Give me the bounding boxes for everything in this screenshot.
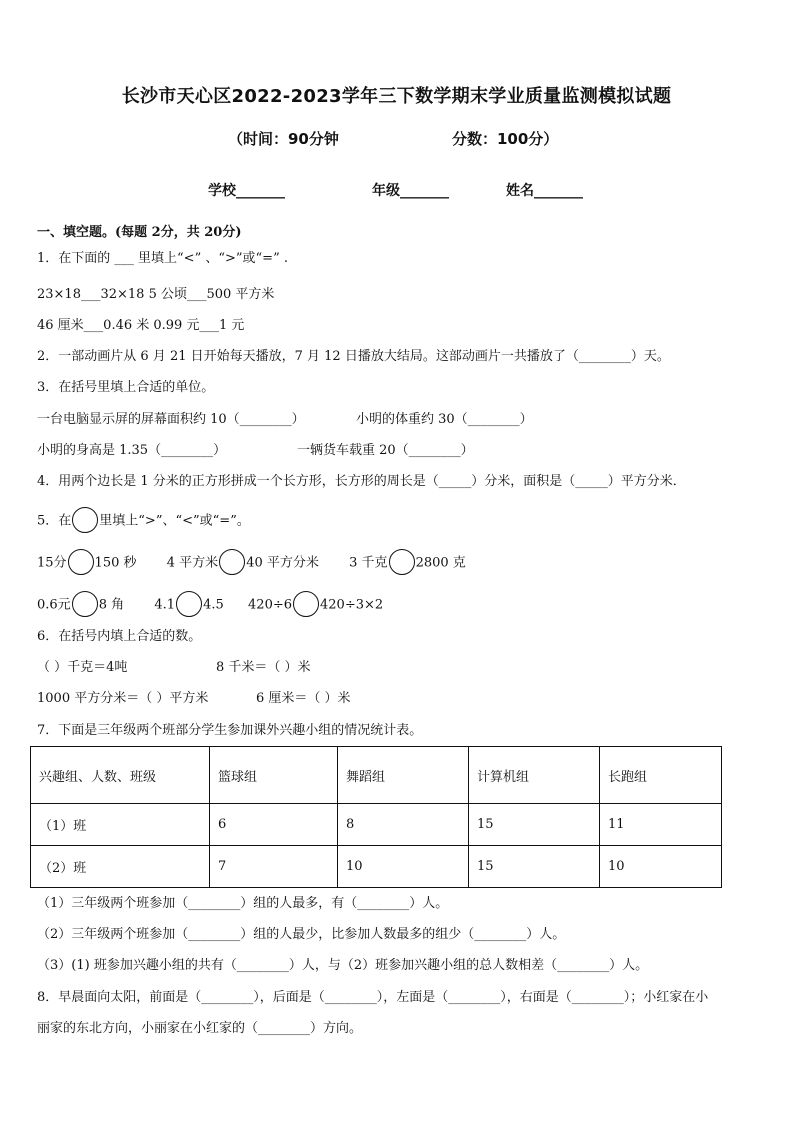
grade-field: 年级_______ (372, 183, 449, 199)
q1-line1: 23×18___32×18 5 公顷___500 平方米 (37, 287, 275, 302)
table-cell: 11 (600, 804, 722, 846)
exam-time: （时间：90分钟 (228, 130, 339, 148)
q2: 2．一部动画片从 6 月 21 日开始每天播放，7 月 12 日播放大结局。这部动画片一共播放了（________）天。 (37, 349, 670, 364)
school-field: 学校_______ (208, 183, 285, 199)
table-cell: 6 (210, 804, 338, 846)
q8-line1: 8．早晨面向太阳，前面是（________），后面是（________），左面是（________），右面是（________）；小红家在小 (37, 990, 709, 1005)
q6-b: 8 千米＝（ ）米 (216, 660, 311, 675)
q5-row2: 0.6元 8 角 4.1 4.5 420÷6 420÷3×2 (37, 592, 383, 618)
q7-sub2: （2）三年级两个班参加（________）组的人最少，比参加人数最多的组少（________）人。 (37, 927, 566, 942)
q4: 4．用两个边长是 1 分米的正方形拼成一个长方形，长方形的周长是（_____）分米，面积是（_____）平方分米． (37, 474, 686, 489)
table-cell: 10 (338, 846, 469, 888)
q3-c: 小明的身高是 1.35（________） (37, 443, 227, 458)
q3-stem: 3．在括号里填上合适的单位。 (37, 380, 215, 395)
q7-sub1: （1）三年级两个班参加（________）组的人最多，有（________）人。 (37, 896, 449, 911)
q8-line2: 丽家的东北方向，小丽家在小红家的（________）方向。 (37, 1021, 363, 1036)
q6-a: （ ）千克＝4吨 (37, 660, 128, 675)
q5-stem: 5．在 里填上“>”、“<”或“=”。 (37, 508, 250, 534)
q7-stem: 7．下面是三年级两个班部分学生参加课外兴趣小组的情况统计表。 (37, 723, 423, 738)
exam-score: 分数：100分） (452, 130, 559, 148)
table-header-cell: 舞蹈组 (338, 747, 469, 804)
q3-d: 一辆货车载重 20（________） (297, 443, 474, 458)
table-row (31, 804, 722, 846)
table-header-cell: 篮球组 (210, 747, 338, 804)
table-cell: 7 (210, 846, 338, 888)
table-cell: 8 (338, 804, 469, 846)
table-cell: 15 (469, 846, 600, 888)
table-row (31, 846, 722, 888)
exam-title: 长沙市天心区2022-2023学年三下数学期末学业质量监测模拟试题 (121, 86, 672, 107)
answer-circle[interactable] (219, 549, 245, 575)
q3-a: 一台电脑显示屏的屏幕面积约 10（________） (37, 412, 305, 427)
answer-circle[interactable] (68, 549, 94, 575)
answer-circle[interactable] (389, 549, 415, 575)
q5-row1: 15分 150 秒 4 平方米 40 平方分米 3 千克 2800 克 (37, 550, 466, 576)
name-field: 姓名_______ (506, 183, 583, 199)
table-header-cell: 长跑组 (600, 747, 722, 804)
table-header-cell: 计算机组 (469, 747, 600, 804)
section-heading: 一、填空题。(每题 2分，共 20分) (37, 225, 242, 240)
answer-circle[interactable] (72, 591, 98, 617)
table-header-row (31, 747, 722, 804)
q6-d: 6 厘米＝（ ）米 (256, 691, 351, 706)
answer-circle[interactable] (293, 591, 319, 617)
table-cell: （2）班 (31, 846, 210, 888)
comparison-circle (72, 507, 98, 533)
q6-stem: 6．在括号内填上合适的数。 (37, 629, 202, 644)
answer-circle[interactable] (176, 591, 202, 617)
table-cell: （1）班 (31, 804, 210, 846)
table-cell: 15 (469, 804, 600, 846)
q6-c: 1000 平方分米＝（ ）平方米 (37, 691, 209, 706)
q3-b: 小明的体重约 30（________） (356, 412, 533, 427)
table-cell: 10 (600, 846, 722, 888)
q1-line2: 46 厘米___0.46 米 0.99 元___1 元 (37, 318, 245, 333)
q1-stem: 1．在下面的 ___ 里填上“<” 、“>”或“=” . (37, 251, 288, 266)
table-header-cell: 兴趣组、人数、班级 (31, 747, 210, 804)
interest-group-table (30, 746, 722, 888)
q7-sub3: （3）(1) 班参加兴趣小组的共有（________）人，与（2）班参加兴趣小组的总人数相差（________）人。 (37, 958, 649, 973)
